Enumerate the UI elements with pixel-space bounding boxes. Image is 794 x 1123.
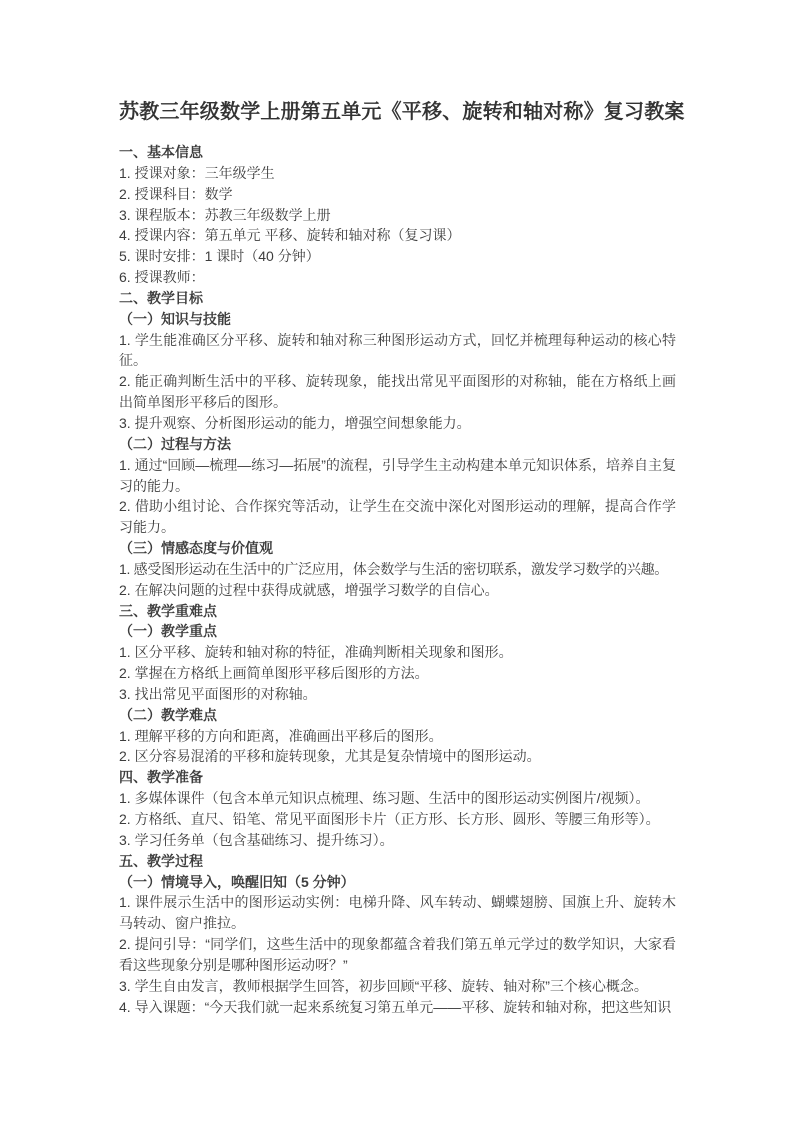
paragraph: 5. 课时安排：1 课时（40 分钟） xyxy=(119,248,320,265)
paragraph: 2. 借助小组讨论、合作探究等活动，让学生在交流中深化对图形运动的理解，提高合作学习能力。 xyxy=(119,498,676,536)
paragraph: 1. 授课对象：三年级学生 xyxy=(119,164,275,181)
section-heading-teaching-goals: 二、教学目标 xyxy=(119,289,203,306)
document-content xyxy=(119,97,685,1017)
sub-heading-emotion-values: （三）情感态度与价值观 xyxy=(119,540,273,557)
sub-heading-key-points: （一）教学重点 xyxy=(119,623,217,640)
sub-heading-process-methods: （二）过程与方法 xyxy=(119,435,231,452)
section-heading-preparation: 四、教学准备 xyxy=(119,769,203,786)
sub-heading-knowledge-skills: （一）知识与技能 xyxy=(119,310,231,327)
paragraph: 3. 找出常见平面图形的对称轴。 xyxy=(119,685,317,702)
paragraph: 4. 导入课题：“今天我们就一起来系统复习第五单元——平移、旋转和轴对称，把这些知识 xyxy=(119,998,672,1015)
paragraph: 1. 区分平移、旋转和轴对称的特征，准确判断相关现象和图形。 xyxy=(119,644,513,661)
paragraph: 1. 理解平移的方向和距离，准确画出平移后的图形。 xyxy=(119,727,443,744)
section-heading-process: 五、教学过程 xyxy=(119,852,203,869)
section-heading-key-difficult: 三、教学重难点 xyxy=(119,602,217,619)
paragraph: 1. 感受图形运动在生活中的广泛应用，体会数学与生活的密切联系，激发学习数学的兴趣。 xyxy=(119,560,668,577)
paragraph: 1. 学生能准确区分平移、旋转和轴对称三种图形运动方式，回忆并梳理每种运动的核心特征。 xyxy=(119,331,676,369)
page-title: 苏教三年级数学上册第五单元《平移、旋转和轴对称》复习教案 xyxy=(119,101,685,123)
paragraph: 3. 学生自由发言，教师根据学生回答，初步回顾“平移、旋转、轴对称”三个核心概念。 xyxy=(119,977,648,994)
paragraph: 1. 课件展示生活中的图形运动实例：电梯升降、风车转动、蝴蝶翅膀、国旗上升、旋转木马转动、窗户推拉。 xyxy=(119,894,676,932)
paragraph: 1. 多媒体课件（包含本单元知识点梳理、练习题、生活中的图形运动实例图片/视频）。 xyxy=(119,790,650,807)
paragraph: 2. 区分容易混淆的平移和旋转现象，尤其是复杂情境中的图形运动。 xyxy=(119,748,541,765)
paragraph: 6. 授课教师： xyxy=(119,269,205,286)
section-heading-basic-info: 一、基本信息 xyxy=(119,144,203,160)
paragraph: 2. 能正确判断生活中的平移、旋转现象，能找出常见平面图形的对称轴，能在方格纸上画出简单图形平移后的图形。 xyxy=(119,373,676,411)
sub-heading-difficult-points: （二）教学难点 xyxy=(119,706,217,723)
paragraph: 4. 授课内容：第五单元 平移、旋转和轴对称（复习课） xyxy=(119,227,461,244)
paragraph: 2. 提问引导：“同学们，这些生活中的现象都蕴含着我们第五单元学过的数学知识，大家看看这些现象分别是哪种图形运动呀？” xyxy=(119,936,676,973)
paragraph: 2. 在解决问题的过程中获得成就感，增强学习数学的自信心。 xyxy=(119,581,499,598)
paragraph: 3. 学习任务单（包含基础练习、提升练习）。 xyxy=(119,831,394,848)
paragraph: 2. 方格纸、直尺、铅笔、常见平面图形卡片（正方形、长方形、圆形、等腰三角形等）。 xyxy=(119,811,660,827)
paragraph: 3. 提升观察、分析图形运动的能力，增强空间想象能力。 xyxy=(119,414,471,431)
paragraph: 3. 课程版本：苏教三年级数学上册 xyxy=(119,206,331,223)
paragraph: 2. 掌握在方格纸上画简单图形平移后图形的方法。 xyxy=(119,665,429,682)
paragraph: 2. 授课科目：数学 xyxy=(119,185,233,202)
paragraph: 1. 通过“回顾—梳理—练习—拓展”的流程，引导学生主动构建本单元知识体系，培养自主复习的能力。 xyxy=(119,456,676,494)
sub-heading-intro: （一）情境导入，唤醒旧知（5 分钟） xyxy=(119,873,355,890)
